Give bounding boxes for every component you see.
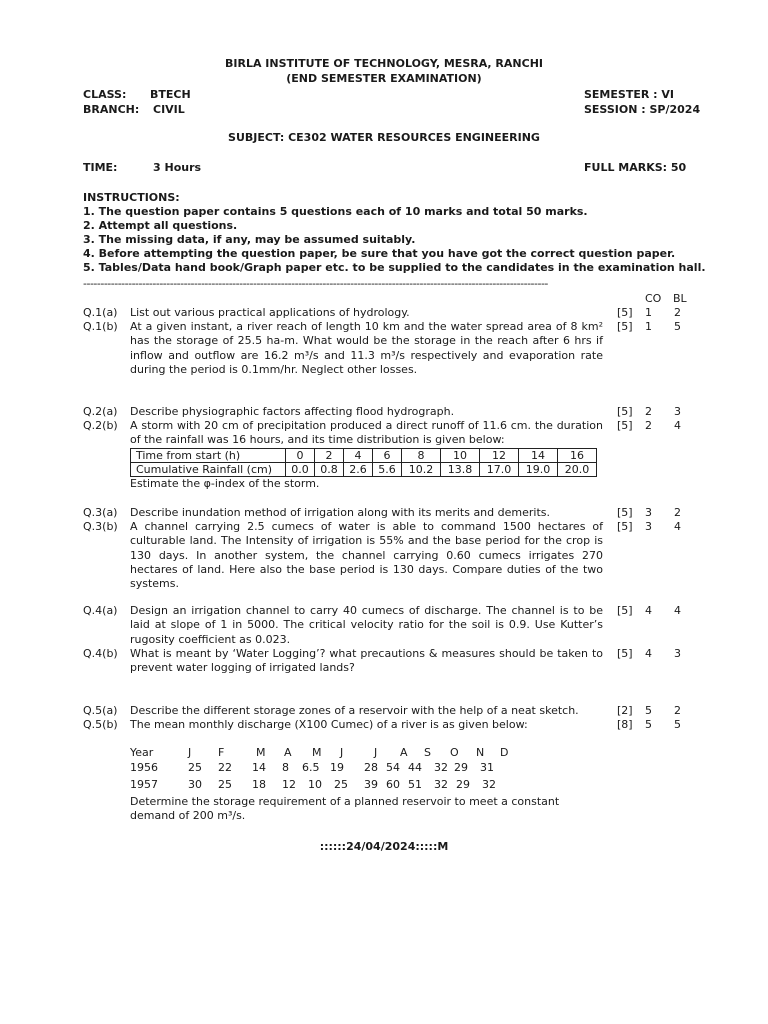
discharge-cell: 39 — [364, 778, 378, 791]
discharge-cell: 51 — [408, 778, 422, 791]
discharge-cell: A — [400, 746, 408, 759]
question-followup: Estimate the φ-index of the storm. — [130, 477, 320, 490]
class-value: BTECH — [150, 88, 191, 101]
discharge-cell: 14 — [252, 761, 266, 774]
discharge-cell: 8 — [282, 761, 289, 774]
question-label: Q.3(b) — [83, 520, 118, 533]
table-cell: 14 — [519, 449, 558, 463]
table-cell: 2.6 — [344, 463, 373, 477]
table-cell: 0.8 — [315, 463, 344, 477]
class-label: CLASS: — [83, 88, 127, 101]
question-bl: 5 — [674, 718, 681, 731]
session: SESSION : SP/2024 — [584, 103, 701, 116]
question-bl: 3 — [674, 405, 681, 418]
question-bl: 5 — [674, 320, 681, 333]
exam-title: (END SEMESTER EXAMINATION) — [286, 72, 482, 85]
question-co: 2 — [645, 405, 652, 418]
question-bl: 2 — [674, 306, 681, 319]
instruction-item: 4. Before attempting the question paper, be sure that you have got the correct question paper. — [83, 247, 676, 260]
subject: SUBJECT: CE302 WATER RESOURCES ENGINEERING — [228, 131, 540, 144]
question-co: 5 — [645, 718, 652, 731]
table-cell: 17.0 — [480, 463, 519, 477]
question-co: 4 — [645, 604, 652, 617]
question-co: 5 — [645, 704, 652, 717]
discharge-cell: M — [256, 746, 266, 759]
discharge-cell: 1957 — [130, 778, 158, 791]
discharge-cell: A — [284, 746, 292, 759]
discharge-cell: 32 — [434, 761, 448, 774]
table-cell: Time from start (h) — [131, 449, 286, 463]
question-label: Q.4(a) — [83, 604, 118, 617]
discharge-cell: S — [424, 746, 431, 759]
question-co: 4 — [645, 647, 652, 660]
question-text: List out various practical applications of hydrology. — [130, 306, 410, 319]
discharge-cell: 54 — [386, 761, 400, 774]
table-cell: 8 — [402, 449, 441, 463]
discharge-cell: Year — [130, 746, 154, 759]
discharge-cell: D — [500, 746, 509, 759]
question-co: 3 — [645, 506, 652, 519]
discharge-cell: 30 — [188, 778, 202, 791]
question-co: 2 — [645, 419, 652, 432]
question-bl: 4 — [674, 419, 681, 432]
instruction-item: 2. Attempt all questions. — [83, 219, 238, 232]
discharge-cell: 32 — [482, 778, 496, 791]
discharge-cell: 6.5 — [302, 761, 320, 774]
bl-header: BL — [673, 292, 687, 305]
question-co: 1 — [645, 306, 652, 319]
rainfall-table — [130, 448, 597, 477]
discharge-cell: 12 — [282, 778, 296, 791]
question-label: Q.1(b) — [83, 320, 118, 333]
discharge-cell: 25 — [218, 778, 232, 791]
question-marks: [5] — [617, 506, 633, 519]
question-marks: [5] — [617, 405, 633, 418]
branch-value: CIVIL — [153, 103, 185, 116]
instruction-item: 5. Tables/Data hand book/Graph paper etc. to be supplied to the candidates in the examination hall. — [83, 261, 706, 274]
separator-line: -------------------------------------------------------------------------------------------------------------------------------------- — [83, 277, 548, 290]
semester: SEMESTER : VI — [584, 88, 674, 101]
question-bl: 2 — [674, 506, 681, 519]
discharge-cell: 25 — [188, 761, 202, 774]
question-co: 3 — [645, 520, 652, 533]
discharge-cell: 25 — [334, 778, 348, 791]
discharge-row-1956 — [130, 761, 504, 775]
footer-date: ::::::24/04/2024:::::M — [319, 840, 449, 853]
discharge-cell: O — [450, 746, 459, 759]
question-text: Describe inundation method of irrigation along with its merits and demerits. — [130, 506, 550, 519]
time-value: 3 Hours — [153, 161, 202, 174]
discharge-cell: 22 — [218, 761, 232, 774]
question-label: Q.4(b) — [83, 647, 118, 660]
instruction-item: 3. The missing data, if any, may be assumed suitably. — [83, 233, 416, 246]
table-cell: 4 — [344, 449, 373, 463]
question-co: 1 — [645, 320, 652, 333]
table-cell: 10.2 — [402, 463, 441, 477]
question-marks: [2] — [617, 704, 633, 717]
discharge-cell: 18 — [252, 778, 266, 791]
discharge-cell: F — [218, 746, 225, 759]
question-marks: [5] — [617, 647, 633, 660]
question-marks: [5] — [617, 520, 633, 533]
discharge-header-row — [130, 746, 524, 760]
question-label: Q.2(a) — [83, 405, 118, 418]
table-cell: 0.0 — [286, 463, 315, 477]
discharge-cell: 1956 — [130, 761, 158, 774]
question-followup: Determine the storage requirement of a planned reservoir to meet a constant demand of 200 m³/s. — [130, 795, 560, 823]
question-text: A storm with 20 cm of precipitation produced a direct runoff of 11.6 cm. the duration of the rainfall was 16 hours, and its time distribution is given below: — [130, 419, 603, 447]
discharge-row-1957 — [130, 778, 506, 792]
question-text: The mean monthly discharge (X100 Cumec) of a river is as given below: — [130, 718, 528, 731]
question-bl: 2 — [674, 704, 681, 717]
discharge-cell: 10 — [308, 778, 322, 791]
table-cell: 10 — [441, 449, 480, 463]
table-cell: 5.6 — [373, 463, 402, 477]
discharge-cell: 29 — [456, 778, 470, 791]
table-cell: 0 — [286, 449, 315, 463]
discharge-cell: 29 — [454, 761, 468, 774]
discharge-cell: J — [340, 746, 344, 759]
question-label: Q.5(a) — [83, 704, 118, 717]
table-cell: 6 — [373, 449, 402, 463]
question-marks: [5] — [617, 306, 633, 319]
instruction-item: 1. The question paper contains 5 questions each of 10 marks and total 50 marks. — [83, 205, 588, 218]
table-cell: 20.0 — [558, 463, 597, 477]
discharge-cell: 44 — [408, 761, 422, 774]
discharge-cell: M — [312, 746, 322, 759]
question-bl: 3 — [674, 647, 681, 660]
question-text: Describe the different storage zones of a reservoir with the help of a neat sketch. — [130, 704, 579, 717]
question-text: Describe physiographic factors affecting flood hydrograph. — [130, 405, 455, 418]
question-label: Q.1(a) — [83, 306, 118, 319]
question-label: Q.2(b) — [83, 419, 118, 432]
table-cell: 13.8 — [441, 463, 480, 477]
table-row — [131, 449, 597, 463]
institute-name: BIRLA INSTITUTE OF TECHNOLOGY, MESRA, RANCHI — [225, 57, 543, 70]
table-cell: 16 — [558, 449, 597, 463]
table-cell: 2 — [315, 449, 344, 463]
instructions-title: INSTRUCTIONS: — [83, 191, 180, 204]
table-row — [131, 463, 597, 477]
discharge-cell: 60 — [386, 778, 400, 791]
question-marks: [5] — [617, 604, 633, 617]
table-cell: 19.0 — [519, 463, 558, 477]
question-marks: [5] — [617, 320, 633, 333]
discharge-cell: J — [374, 746, 378, 759]
question-text: What is meant by ‘Water Logging’? what precautions & measures should be taken to prevent water logging of irrigated lands? — [130, 647, 603, 675]
discharge-cell: 28 — [364, 761, 378, 774]
discharge-cell: J — [188, 746, 192, 759]
full-marks: FULL MARKS: 50 — [584, 161, 687, 174]
discharge-cell: 31 — [480, 761, 494, 774]
discharge-cell: 32 — [434, 778, 448, 791]
question-marks: [8] — [617, 718, 633, 731]
question-label: Q.3(a) — [83, 506, 118, 519]
question-bl: 4 — [674, 520, 681, 533]
discharge-cell: 19 — [330, 761, 344, 774]
question-label: Q.5(b) — [83, 718, 118, 731]
table-cell: Cumulative Rainfall (cm) — [131, 463, 286, 477]
question-text: Design an irrigation channel to carry 40 cumecs of discharge. The channel is to be laid at slope of 1 in 5000. The critical velocity ratio for the soil is 0.9. Use Kutter’s rugosity coefficient as 0.023. — [130, 604, 603, 646]
question-text: A channel carrying 2.5 cumecs of water is able to command 1500 hectares of culturable land. The Intensity of irrigation is 55% and the base period for the crop is 130 days. In another system, the channel carrying 0.60 cumecs irrigates 270 hectares of land. Here also the base period is 130 days. Compare duties of the two systems. — [130, 520, 603, 591]
question-text: At a given instant, a river reach of length 10 km and the water spread area of 8 km² has the storage of 25.5 ha-m. What would be the storage in the reach after 6 hrs if inflow and outflow are 16.2 m³/s and 11.3 m³/s respectively and evaporation rate during the period is 0.1mm/hr. Neglect other losses. — [130, 320, 603, 376]
co-header: CO — [645, 292, 662, 305]
question-bl: 4 — [674, 604, 681, 617]
branch-label: BRANCH: — [83, 103, 140, 116]
time-label: TIME: — [83, 161, 118, 174]
table-cell: 12 — [480, 449, 519, 463]
discharge-cell: N — [476, 746, 485, 759]
question-marks: [5] — [617, 419, 633, 432]
